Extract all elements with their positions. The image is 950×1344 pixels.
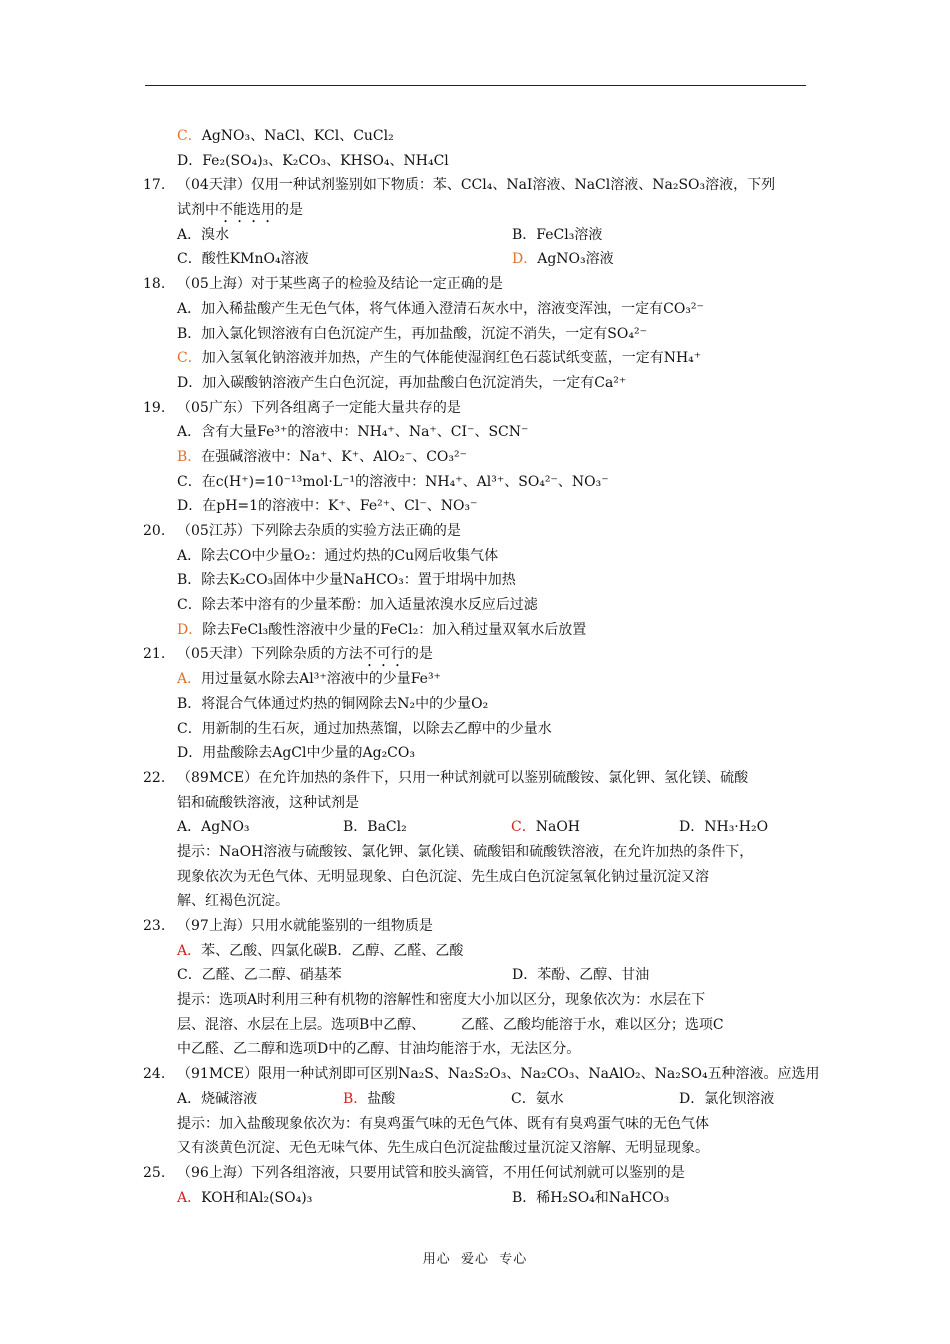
- option-d: D．除去FeCl₃酸性溶液中少量的FeCl₂：加入稍过量双氧水后放置: [177, 621, 587, 638]
- option-b: B．将混合气体通过灼热的铜网除去N₂中的少量O₂: [177, 695, 489, 712]
- option-c: C．在c(H⁺)=10⁻¹³mol·L⁻¹的溶液中：NH₄⁺、Al³⁺、SO₄²⁻、NO₃⁻: [177, 473, 609, 490]
- page-footer: 用心 爱心 专心: [422, 1252, 528, 1267]
- question-25: 25. （96上海）下列各组溶液，只要用试管和胶头滴管，不用任何试剂就可以鉴别的是: [143, 1164, 685, 1181]
- option-a: A．除去CO中少量O₂：通过灼热的Cu网后收集气体: [177, 547, 499, 564]
- question-23: 23. （97上海）只用水就能鉴别的一组物质是: [143, 918, 433, 934]
- option-row: A．烧碱溶液 B．盐酸 C．氨水 D．氯化钡溶液: [177, 1090, 775, 1107]
- option-row: A．KOH和Al₂(SO₄)₃ B．稀H₂SO₄和NaHCO₃: [177, 1189, 670, 1206]
- question-18: 18. （05上海）对于某些离子的检验及结论一定正确的是: [143, 276, 503, 293]
- option-b: B．在强碱溶液中：Na⁺、K⁺、AlO₂⁻、CO₃²⁻: [177, 448, 468, 465]
- option-a: A．含有大量Fe³⁺的溶液中：NH₄⁺、Na⁺、CI⁻、SCN⁻: [177, 424, 529, 441]
- question-24: 24. （91MCE）限用一种试剂即可区别Na₂S、Na₂S₂O₃、Na₂CO₃、NaAlO₂、Na₂SO₄五种溶液。应选用: [143, 1066, 820, 1083]
- option-a: A．加入稀盐酸产生无色气体，将气体通入澄清石灰水中，溶液变浑浊，一定有CO₃²⁻: [177, 300, 704, 317]
- option-row: A．溴水 B．FeCl₃溶液: [177, 226, 603, 243]
- hint-text: 提示：选项A时利用三种有机物的溶解性和密度大小加以区分，现象依次为：水层在下: [177, 992, 706, 1009]
- option-row: C．乙醛、乙二醇、硝基苯 D．苯酚、乙醇、甘油: [177, 967, 650, 984]
- option-row: A．AgNO₃ B．BaCl₂ C．NaOH D．NH₃·H₂O: [177, 819, 769, 836]
- header-rule: [145, 85, 806, 86]
- hint-text: 解、红褐色沉淀。: [177, 893, 289, 910]
- option-a: A．用过量氨水除去Al³⁺溶液中的少量Fe³⁺: [177, 671, 441, 688]
- question-list: [143, 124, 823, 1210]
- option-d: D．加入碳酸钠溶液产生白色沉淀，再加盐酸白色沉淀消失，一定有Ca²⁺: [177, 374, 627, 391]
- option-d: D．用盐酸除去AgCl中少量的Ag₂CO₃: [177, 745, 415, 762]
- hint-text: 中乙醛、乙二醇和选项D中的乙醇、甘油均能溶于水，无法区分。: [177, 1041, 581, 1058]
- option-d: D．在pH=1的溶液中：K⁺、Fe²⁺、Cl⁻、NO₃⁻: [177, 498, 478, 515]
- option-d: D．Fe₂(SO₄)₃、K₂CO₃、KHSO₄、NH₄Cl: [177, 152, 449, 169]
- option-row: C．酸性KMnO₄溶液 D．AgNO₃溶液: [177, 251, 614, 268]
- hint-text: 现象依次为无色气体、无明显现象、白色沉淀、先生成白色沉淀氢氧化钠过量沉淀又溶: [177, 868, 709, 885]
- hint-text: 提示：NaOH溶液与硫酸铵、氯化钾、氯化镁、硫酸铝和硫酸铁溶液，在允许加热的条件下，: [177, 843, 754, 860]
- option-c: C．除去苯中溶有的少量苯酚：加入适量浓溴水反应后过滤: [177, 597, 538, 614]
- hint-text: 又有淡黄色沉淀、无色无味气体、先生成白色沉淀盐酸过量沉淀又溶解、无明显现象。: [177, 1140, 709, 1157]
- option-c: C．AgNO₃、NaCl、KCl、CuCl₂: [177, 128, 394, 144]
- question-17: 17. （04天津）仅用一种试剂鉴别如下物质：苯、CCl₄、NaI溶液、NaCl溶液、Na₂SO₃溶液，下列: [143, 177, 776, 194]
- question-19: 19. （05广东）下列各组离子一定能大量共存的是: [143, 399, 461, 416]
- option-row: A．苯、乙酸、四氯化碳B．乙醇、乙醛、乙酸: [177, 942, 464, 959]
- hint-text: 提示：加入盐酸现象依次为：有臭鸡蛋气味的无色气体、既有有臭鸡蛋气味的无色气体: [177, 1115, 709, 1132]
- question-22: 22. （89MCE）在允许加热的条件下，只用一种试剂就可以鉴别硫酸铵、氯化钾、氢化镁、硫酸: [143, 769, 749, 786]
- option-c: C．用新制的生石灰，通过加热蒸馏，以除去乙醇中的少量水: [177, 720, 552, 737]
- hint-text: 层、混溶、水层在上层。选项B中乙醇、 乙醛、乙酸均能溶于水，难以区分；选项C: [177, 1016, 724, 1033]
- option-c: C．加入氢氧化钠溶液并加热，产生的气体能使湿润红色石蕊试纸变蓝，一定有NH₄⁺: [177, 350, 702, 367]
- option-b: B．除去K₂CO₃固体中少量NaHCO₃：置于坩埚中加热: [177, 572, 516, 589]
- option-b: B．加入氯化钡溶液有白色沉淀产生，再加盐酸，沉淀不消失，一定有SO₄²⁻: [177, 325, 647, 342]
- question-20: 20. （05江苏）下列除去杂质的实验方法正确的是: [143, 523, 461, 539]
- question-17-cont: 试剂中不能选用的是: [177, 202, 303, 219]
- question-22-cont: 铝和硫酸铁溶液，这种试剂是: [177, 794, 359, 811]
- question-21: 21. （05天津）下列除杂质的方法不可行的是: [143, 646, 433, 663]
